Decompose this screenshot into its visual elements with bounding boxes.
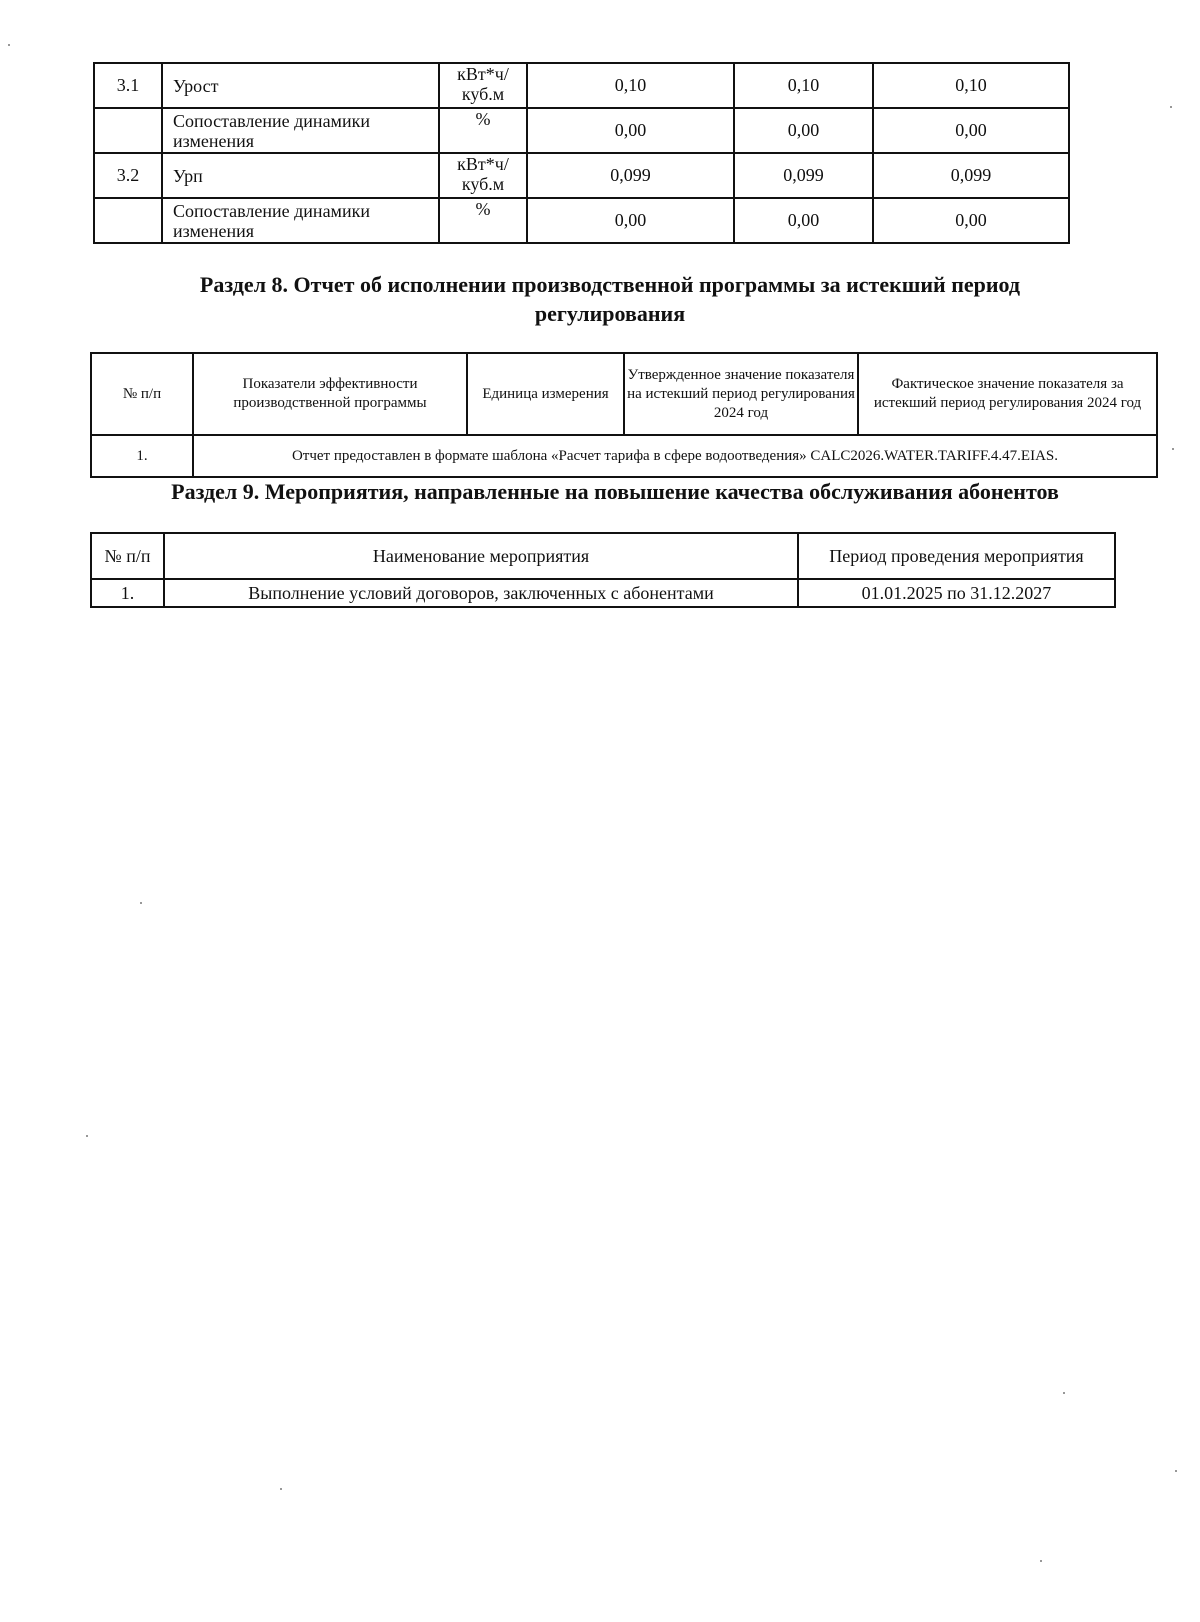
indicator-name: Урп [162,153,439,198]
header-period: Период проведения мероприятия [798,533,1115,579]
value-cell: 0,00 [734,108,873,153]
indicator-unit: кВт*ч/ куб.м [439,153,527,198]
table-row [94,63,1069,108]
header-num: № п/п [91,533,164,579]
header-approved: Утвержденное значение показателя на истекший период регулирования 2024 год [624,353,858,435]
scan-speck [1040,1560,1042,1562]
table-row [91,435,1157,477]
header-unit: Единица измерения [467,353,624,435]
table-row [94,198,1069,243]
header-actual: Фактическое значение показателя за истекший период регулирования 2024 год [858,353,1157,435]
indicator-unit: % [439,198,527,243]
value-cell: 0,099 [873,153,1069,198]
value-cell: 0,00 [873,108,1069,153]
scan-speck [8,44,10,46]
indicator-name: Сопоставление динамики изменения [162,198,439,243]
row-number [94,198,162,243]
indicator-name: Урост [162,63,439,108]
measure-period: 01.01.2025 по 31.12.2027 [798,579,1115,607]
scan-speck [1170,106,1172,108]
indicator-unit: % [439,108,527,153]
section-8-table [90,352,1158,478]
value-cell: 0,00 [527,108,734,153]
header-num: № п/п [91,353,193,435]
table-header-row [91,533,1115,579]
value-cell: 0,00 [734,198,873,243]
indicators-table [93,62,1070,244]
section-8-title: Раздел 8. Отчет об исполнении производственной программы за истекший период регулирования [199,272,1021,326]
row-number: 1. [91,579,164,607]
value-cell: 0,099 [734,153,873,198]
header-indicators: Показатели эффективности производственной программы [193,353,467,435]
section-9-table [90,532,1116,608]
value-cell: 0,099 [527,153,734,198]
value-cell: 0,10 [527,63,734,108]
scan-speck [280,1488,282,1490]
row-number: 3.2 [94,153,162,198]
table-row [91,579,1115,607]
scan-speck [86,1135,88,1137]
table-row [94,108,1069,153]
scan-speck [1175,1470,1177,1472]
indicator-name: Сопоставление динамики изменения [162,108,439,153]
row-number: 3.1 [94,63,162,108]
row-number: 1. [91,435,193,477]
table-row [94,153,1069,198]
scan-speck [1063,1392,1065,1394]
table-header-row [91,353,1157,435]
row-number [94,108,162,153]
scan-speck [140,902,142,904]
indicator-unit: кВт*ч/ куб.м [439,63,527,108]
value-cell: 0,00 [527,198,734,243]
value-cell: 0,00 [873,198,1069,243]
scan-speck [1172,448,1174,450]
report-note: Отчет предоставлен в формате шаблона «Расчет тарифа в сфере водоотведения» CALC2026.WATER.TARIFF.4.47.EIAS. [193,435,1157,477]
value-cell: 0,10 [873,63,1069,108]
measure-name: Выполнение условий договоров, заключенных с абонентами [164,579,798,607]
header-name: Наименование мероприятия [164,533,798,579]
section-9-title: Раздел 9. Мероприятия, направленные на повышение качества обслуживания абонентов [171,479,1059,504]
value-cell: 0,10 [734,63,873,108]
